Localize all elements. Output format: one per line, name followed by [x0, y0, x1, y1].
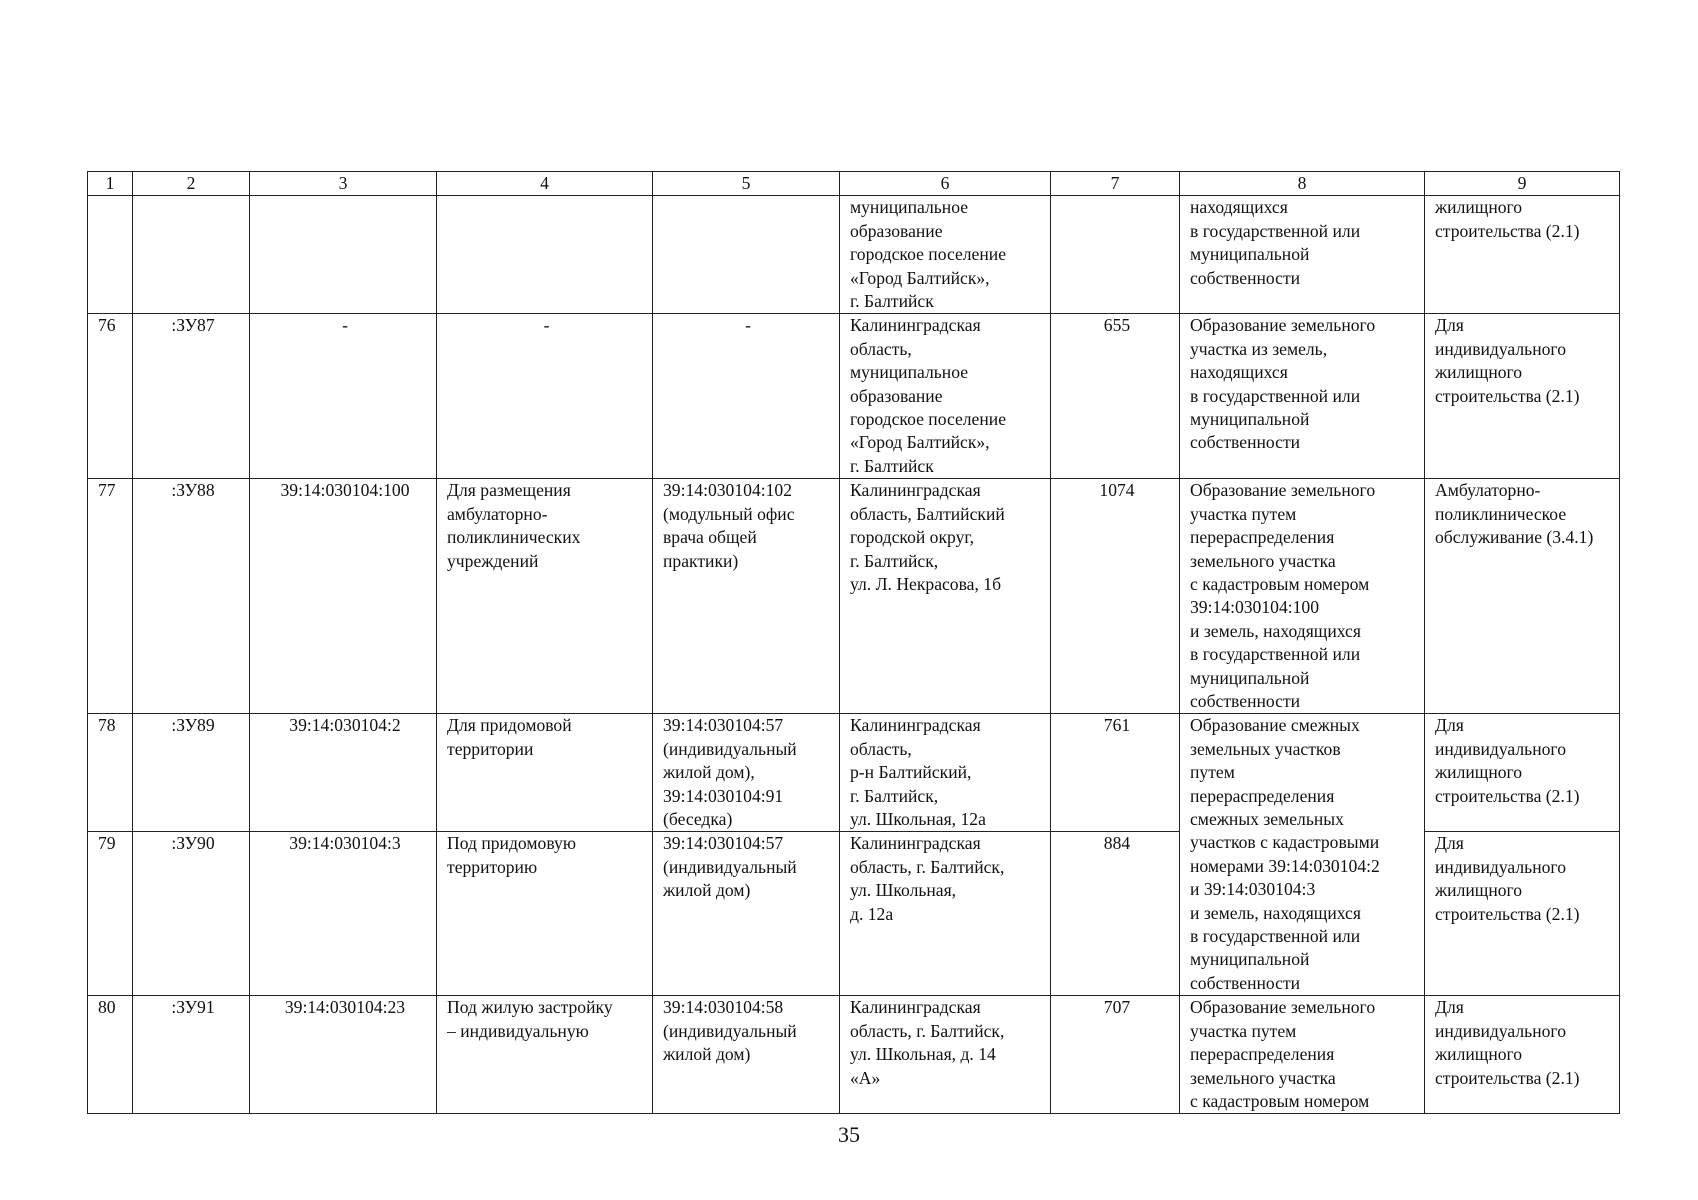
table-row — [88, 479, 1620, 714]
cell-permitted-use: Для индивидуального жилищного строительства (2.1) — [1425, 314, 1620, 479]
cell-area: 1074 — [1051, 479, 1180, 714]
cell-existing-use: - — [437, 314, 653, 479]
column-header: 4 — [437, 172, 653, 196]
column-header: 8 — [1180, 172, 1425, 196]
cell-formation-method: Образование земельного участка из земель, находящихся в государственной или муниципальной собственности — [1180, 314, 1425, 479]
cell-address: Калининградская область, муниципальное образование городское поселение «Город Балтийск», г. Балтийск — [840, 314, 1051, 479]
column-header: 5 — [653, 172, 840, 196]
cell-capital-objects: 39:14:030104:57 (индивидуальный жилой дом) — [653, 832, 840, 996]
cell-permitted-use: Для индивидуального жилищного строительства (2.1) — [1425, 832, 1620, 996]
cell-empty — [653, 196, 840, 314]
cell-empty — [250, 196, 437, 314]
cell-area: 707 — [1051, 996, 1180, 1114]
table-row — [88, 996, 1620, 1114]
cell-address: Калининградская область, Балтийский городской округ, г. Балтийск, ул. Л. Некрасова, 1б — [840, 479, 1051, 714]
cell-plot-designation: :ЗУ90 — [133, 832, 250, 996]
column-header: 2 — [133, 172, 250, 196]
cell-formation-method: находящихся в государственной или муниципальной собственности — [1180, 196, 1425, 314]
column-header: 6 — [840, 172, 1051, 196]
cell-plot-designation: :ЗУ88 — [133, 479, 250, 714]
cell-capital-objects: 39:14:030104:102 (модульный офис врача общей практики) — [653, 479, 840, 714]
cell-empty — [133, 196, 250, 314]
table-row — [88, 714, 1620, 832]
cell-existing-use: Под жилую застройку – индивидуальную — [437, 996, 653, 1114]
cell-permitted-use: Для индивидуального жилищного строительства (2.1) — [1425, 996, 1620, 1114]
cell-cadastral-number: - — [250, 314, 437, 479]
cell-cadastral-number: 39:14:030104:3 — [250, 832, 437, 996]
column-number-row — [88, 172, 1620, 196]
cell-empty — [88, 196, 133, 314]
cell-plot-designation: :ЗУ89 — [133, 714, 250, 832]
cell-row-number: 77 — [88, 479, 133, 714]
continuation-row — [88, 196, 1620, 314]
cell-row-number: 78 — [88, 714, 133, 832]
cell-empty — [1051, 196, 1180, 314]
cell-permitted-use: Для индивидуального жилищного строительства (2.1) — [1425, 714, 1620, 832]
cell-address: Калининградская область, р-н Балтийский, г. Балтийск, ул. Школьная, 12а — [840, 714, 1051, 832]
page-number: 35 — [838, 1122, 860, 1147]
cell-row-number: 79 — [88, 832, 133, 996]
cell-existing-use: Для придомовой территории — [437, 714, 653, 832]
cell-row-number: 76 — [88, 314, 133, 479]
cell-plot-designation: :ЗУ91 — [133, 996, 250, 1114]
cell-formation-method: Образование земельного участка путем перераспределения земельного участка с кадастровым номером — [1180, 996, 1425, 1114]
cell-address: муниципальное образование городское поселение «Город Балтийск», г. Балтийск — [840, 196, 1051, 314]
cell-formation-method: Образование земельного участка путем перераспределения земельного участка с кадастровым номером 39:14:030104:100 и земель, находящихся в государственной или муниципальной собственности — [1180, 479, 1425, 714]
cell-existing-use: Для размещения амбулаторно- поликлинических учреждений — [437, 479, 653, 714]
cell-area: 655 — [1051, 314, 1180, 479]
cell-permitted-use: жилищного строительства (2.1) — [1425, 196, 1620, 314]
cell-area: 884 — [1051, 832, 1180, 996]
cell-row-number: 80 — [88, 996, 133, 1114]
cell-permitted-use: Амбулаторно- поликлиническое обслуживание (3.4.1) — [1425, 479, 1620, 714]
cell-capital-objects: 39:14:030104:57 (индивидуальный жилой дом), 39:14:030104:91 (беседка) — [653, 714, 840, 832]
cell-capital-objects: 39:14:030104:58 (индивидуальный жилой дом) — [653, 996, 840, 1114]
column-header: 9 — [1425, 172, 1620, 196]
table-row — [88, 314, 1620, 479]
cell-cadastral-number: 39:14:030104:23 — [250, 996, 437, 1114]
column-header: 1 — [88, 172, 133, 196]
column-header: 3 — [250, 172, 437, 196]
cell-capital-objects: - — [653, 314, 840, 479]
cell-plot-designation: :ЗУ87 — [133, 314, 250, 479]
column-header: 7 — [1051, 172, 1180, 196]
cell-cadastral-number: 39:14:030104:100 — [250, 479, 437, 714]
cell-area: 761 — [1051, 714, 1180, 832]
cell-address: Калининградская область, г. Балтийск, ул. Школьная, д. 14 «А» — [840, 996, 1051, 1114]
cell-existing-use: Под придомовую территорию — [437, 832, 653, 996]
cell-address: Калининградская область, г. Балтийск, ул. Школьная, д. 12а — [840, 832, 1051, 996]
cell-formation-method: Образование смежных земельных участков путем перераспределения смежных земельных участков с кадастровыми номерами 39:14:030104:2 и 39:14:030104:3 и земель, находящихся в государственной или муниципальной собственности — [1180, 714, 1425, 996]
land-plots-table — [87, 171, 1620, 1114]
cell-empty — [437, 196, 653, 314]
cell-cadastral-number: 39:14:030104:2 — [250, 714, 437, 832]
